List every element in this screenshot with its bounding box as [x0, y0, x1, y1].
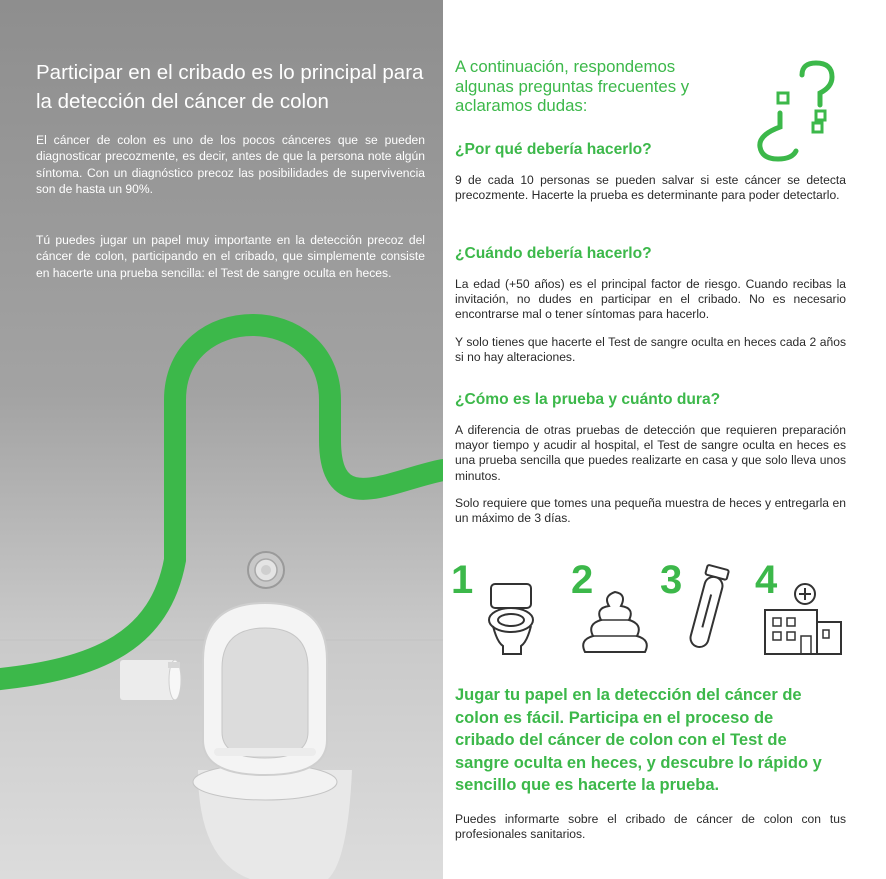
footer-text: Puedes informarte sobre el cribado de cáncer de colon con tus profesionales sanitarios.: [455, 812, 846, 842]
faq-intro: A continuación, respondemos algunas preguntas frecuentes y aclaramos dudas:: [455, 57, 690, 116]
left-paragraph-2: Tú puedes jugar un papel muy importante en la detección precoz del cáncer de colon, participando en el cribado, que simplemente consiste en hacerte una prueba sencilla: el Test de sangre oculta en heces.: [36, 233, 425, 280]
step-4-number: 4: [755, 558, 778, 602]
step-2-number: 2: [571, 558, 594, 602]
stool-icon: [577, 588, 653, 656]
q3-text-2: Solo requiere que tomes una pequeña muestra de heces y entregarla en un máximo de 3 días.: [455, 496, 846, 526]
q2-heading: ¿Cuándo debería hacerlo?: [455, 245, 652, 262]
call-to-action: Jugar tu papel en la detección del cáncer de colon es fácil. Participa en el proceso de cribado del cáncer de colon con el Test de sangre oculta en heces, y descubre lo rápido y sencillo que es hacerte la prueba.: [455, 686, 822, 795]
hospital-icon: [761, 580, 843, 656]
left-title: Participar en el cribado es lo principal para la detección del cáncer de colon: [36, 61, 424, 113]
toilet-icon: [483, 580, 543, 656]
q1-heading: ¿Por qué debería hacerlo?: [455, 141, 652, 158]
left-paragraph-1: El cáncer de colon es uno de los pocos cánceres que se pueden diagnosticar precozmente, es decir, antes de que la persona note algún síntoma. Con un diagnóstico precoz las posibilidades de supervivencia son de hasta un 90%.: [36, 133, 425, 197]
q1-text: 9 de cada 10 personas se pueden salvar si este cáncer se detecta precozmente. Hacerte la prueba es determinante para poder detectarlo.: [455, 173, 846, 203]
sample-tube-icon: [682, 564, 732, 656]
q2-text-1: La edad (+50 años) es el principal factor de riesgo. Cuando recibas la invitación, no dudes en participar en el cribado. No es necesario encontrarse mal o tener síntomas para hacerlo.: [455, 277, 846, 322]
step-2: [571, 558, 661, 658]
toilet-image: [193, 603, 352, 879]
step-1: [451, 558, 551, 658]
flush-button-image: [248, 552, 284, 588]
toilet-paper-image: [120, 660, 181, 700]
q3-heading: ¿Cómo es la prueba y cuánto dura?: [455, 391, 721, 408]
step-3-number: 3: [660, 558, 683, 602]
q2-text-2: Y solo tienes que hacerte el Test de sangre oculta en heces cada 2 años si no hay alteraciones.: [455, 335, 846, 365]
step-1-number: 1: [451, 558, 474, 602]
q3-text-1: A diferencia de otras pruebas de detección que requieren preparación mayor tiempo y acudir al hospital, el Test de sangre oculta en heces es una prueba sencilla que puedes realizarte en casa y que solo lleva unos minutos.: [455, 423, 846, 483]
step-4: [755, 558, 845, 658]
right-panel: [443, 0, 886, 879]
step-3: [660, 558, 750, 658]
